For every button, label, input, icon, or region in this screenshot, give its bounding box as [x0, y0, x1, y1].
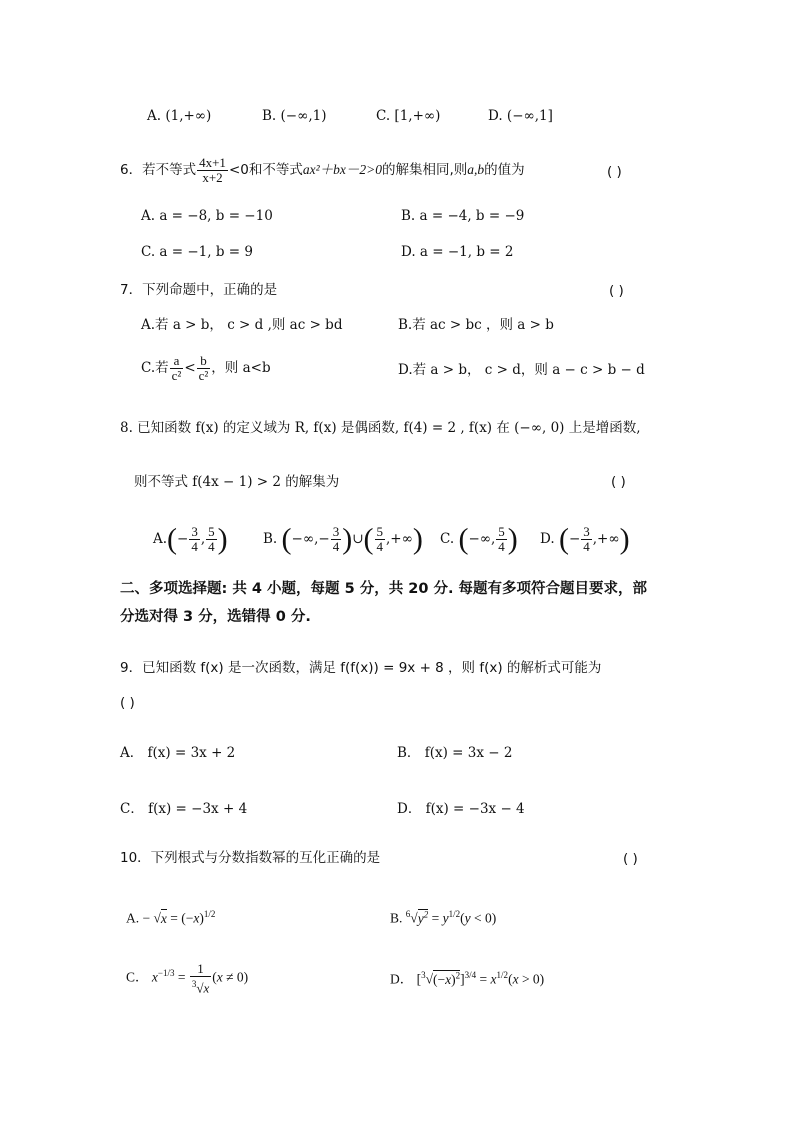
q9-answer-paren: ( ) [120, 695, 135, 711]
q7-question: 7．下列命题中，正确的是 [120, 282, 278, 298]
q10-option-c: C． $x^{-1/3}$ = $\frac{1}{^3√x}$ (x ≠ 0) [126, 960, 249, 996]
q8-a-num-2: 5 [208, 524, 215, 539]
q7-answer-paren: ( ) [609, 283, 624, 299]
q7-c-frac-b [197, 354, 211, 383]
q10-option-d: D． $[^3√(-x)^2]^{3/4} = x^{1/2}(x > 0)$ [390, 970, 545, 987]
q8-question-line-2: 则不等式 f(4x − 1) > 2 的解集为 [134, 474, 340, 490]
section2-heading-line-1: 二、多项选择题: 共 4 小题，每题 5 分，共 20 分. 每题有多项符合题目要求，部 [120, 581, 648, 597]
q8-option-b: B. (−∞,− $\frac{3}{4}$ )∪( $\frac{5}{4}$ ,+∞) [263, 522, 423, 556]
q9-option-c: C． f(x) = −3x + 4 [120, 801, 248, 817]
q7-c-num-1: a [170, 354, 184, 369]
q8-question-line-1: 8. 已知函数 f(x) 的定义域为 R, f(x) 是偶函数, f(4) = 2 , f(x) 在 (−∞, 0) 上是增函数, [120, 420, 641, 436]
q9-option-a: A． f(x) = 3x + 2 [120, 745, 236, 761]
q8-c-den-1: 4 [498, 539, 505, 554]
q6-expr: ax²＋bx－2>0 [302, 162, 382, 177]
q6-fraction [197, 156, 228, 185]
q6-option-a: A. a = −8, b = −10 [141, 208, 273, 224]
q5-option-a: A. (1,+∞) [147, 108, 212, 124]
q7-c-lt: < [184, 360, 196, 376]
section2-heading-line-2: 分选对得 3 分，选错得 0 分. [120, 609, 311, 625]
q8-option-a: A.(− $\frac{3}{4}$ , $\frac{5}{4}$ ) [153, 522, 228, 556]
q8-option-c: C. (−∞, $\frac{5}{4}$ ) [440, 522, 518, 556]
q8-a-den-2: 4 [208, 539, 215, 554]
q7-c-frac-a [170, 354, 184, 383]
q6-answer-paren: ( ) [607, 164, 622, 180]
q7-option-c [141, 351, 271, 385]
q10-option-a: A. − $√x = (-x)^{1/2}$ [126, 909, 216, 926]
q7-c-den-2: c² [198, 368, 209, 383]
q10-question: 10．下列根式与分数指数幂的互化正确的是 [120, 850, 381, 866]
q7-option-b: B.若 ac > bc ，则 a > b [398, 317, 554, 333]
q6-option-b: B. a = −4, b = −9 [401, 208, 525, 224]
q8-a-label: A. [153, 531, 168, 547]
q8-option-d: D. (− $\frac{3}{4}$ ,+∞) [540, 522, 630, 556]
q10-answer-paren: ( ) [623, 851, 638, 867]
q5-option-c: C. [1,+∞) [376, 108, 441, 124]
q8-b-num-1: 3 [332, 524, 340, 539]
q6-text-3: 的解集相同,则 [382, 162, 468, 178]
q6-text-1: 若不等式 [142, 162, 197, 178]
q7-c-num-2: b [197, 354, 211, 369]
q6-option-d: D. a = −1, b = 2 [401, 244, 514, 260]
q6-text-2: <0和不等式 [228, 162, 303, 178]
q8-d-num-1: 3 [583, 524, 590, 539]
q7-c-prefix: C.若 [141, 360, 169, 376]
q7-c-den-1: c² [171, 368, 182, 383]
q6-question [120, 154, 525, 186]
q8-a-den-1: 4 [191, 539, 198, 554]
q8-b-label: B. [263, 531, 278, 547]
q8-b-den-1: 4 [332, 539, 340, 554]
q10-c-label: C． [126, 969, 149, 985]
q9-option-d: D． f(x) = −3x − 4 [397, 801, 525, 817]
q8-b-num-2: 5 [376, 524, 383, 539]
q6-number: 6． [120, 162, 143, 178]
q7-c-postfix: ，则 a<b [211, 360, 271, 376]
q10-a-label: A. [126, 910, 140, 926]
q6-frac-num: 4x+1 [199, 154, 226, 170]
q6-frac-den: x+2 [202, 169, 223, 185]
q8-c-label: C. [440, 531, 455, 547]
q8-answer-paren: ( ) [611, 474, 626, 490]
q5-option-b: B. (−∞,1) [262, 108, 327, 124]
q10-option-b: B. $^6√y^2 = y^{1/2}(y < 0)$ [390, 909, 497, 926]
q6-option-c: C. a = −1, b = 9 [141, 244, 253, 260]
q5-option-d: D. (−∞,1] [488, 108, 553, 124]
q10-d-label: D． [390, 971, 414, 987]
q8-d-den-1: 4 [583, 539, 590, 554]
q6-ab: a,b [467, 162, 485, 177]
q8-b-den-2: 4 [376, 539, 383, 554]
q6-text-4: 的值为 [484, 162, 525, 178]
q10-b-label: B. [390, 910, 403, 926]
q7-option-d: D.若 a > b， c > d，则 a − c > b − d [398, 362, 645, 378]
q9-question: 9．已知函数 f(x) 是一次函数，满足 f(f(x)) = 9x + 8 ，则 f(x) 的解析式可能为 [120, 660, 602, 676]
q8-d-label: D. [540, 531, 555, 547]
q8-a-num-1: 3 [191, 524, 198, 539]
q7-option-a: A.若 a > b， c > d ,则 ac > bd [141, 317, 343, 333]
q9-option-b: B． f(x) = 3x − 2 [397, 745, 513, 761]
q8-c-num-1: 5 [498, 524, 505, 539]
